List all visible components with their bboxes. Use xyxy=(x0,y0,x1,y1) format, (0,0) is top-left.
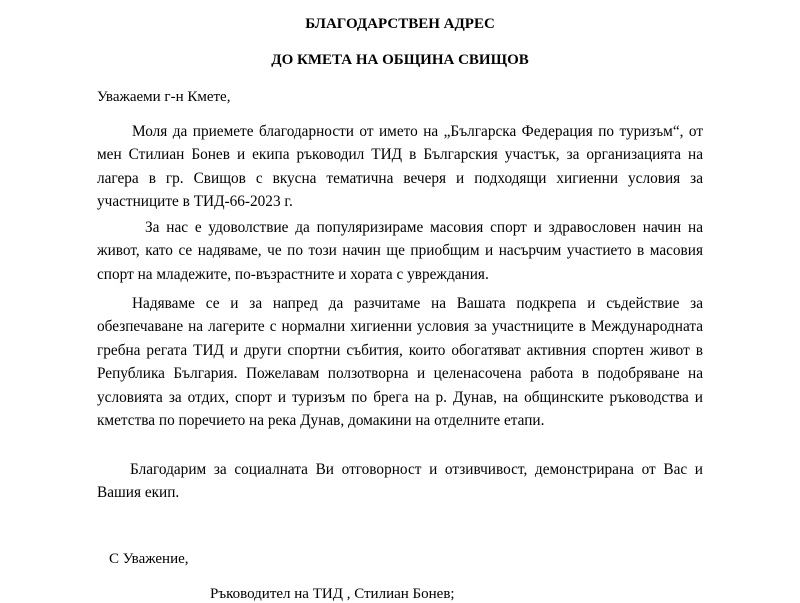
paragraph-mass-sport: За нас е удоволствие да популяризираме масовия спорт и здравословен начин на живот, като се надяваме, че по този начин ще приобщим и насърчим участието в масовия спорт на младежите, по-възрастните и хората с увреждания. xyxy=(97,219,703,283)
document-subtitle: ДО КМЕТА НА ОБЩИНА СВИЩОВ xyxy=(271,52,529,68)
signature-line: Ръководител на ТИД , Стилиан Бонев; xyxy=(210,586,455,602)
paragraph-future-support: Надяваме се и за напред да разчитаме на Вашата подкрепа и съдействие за обезпечаване на лагерите с нормални хигиенни условия за участниците в Международната гребна регата ТИД и други спортни събития, които обогатяват активния спортен живот в Република България. Пожелавам ползотворна и целенасочена работа в подобряване на условията за отдих, спорт и туризъм по брега на р. Дунав, на общинските ръководства и кметства по поречието на река Дунав, домакини на отделните етапи. xyxy=(97,295,703,430)
paragraph-gratitude: Благодарим за социалната Ви отговорност и отзивчивост, демонстрирана от Вас и Вашия екип. xyxy=(97,461,703,502)
salutation: Уважаеми г-н Кмете, xyxy=(97,89,231,105)
paragraph-thanks: Моля да приемете благодарности от името на „Българска Федерация по туризъм“, от мен Стилиан Бонев и екипа ръководил ТИД в Българския участък, за организацията на лагера в гр. Свищов с вкусна тематична вечеря и подходящи хигиенни условия за участниците в ТИД-66-2023 г. xyxy=(97,123,703,211)
document-title: БЛАГОДАРСТВЕН АДРЕС xyxy=(305,16,495,32)
closing-phrase: С Уважение, xyxy=(109,551,189,567)
